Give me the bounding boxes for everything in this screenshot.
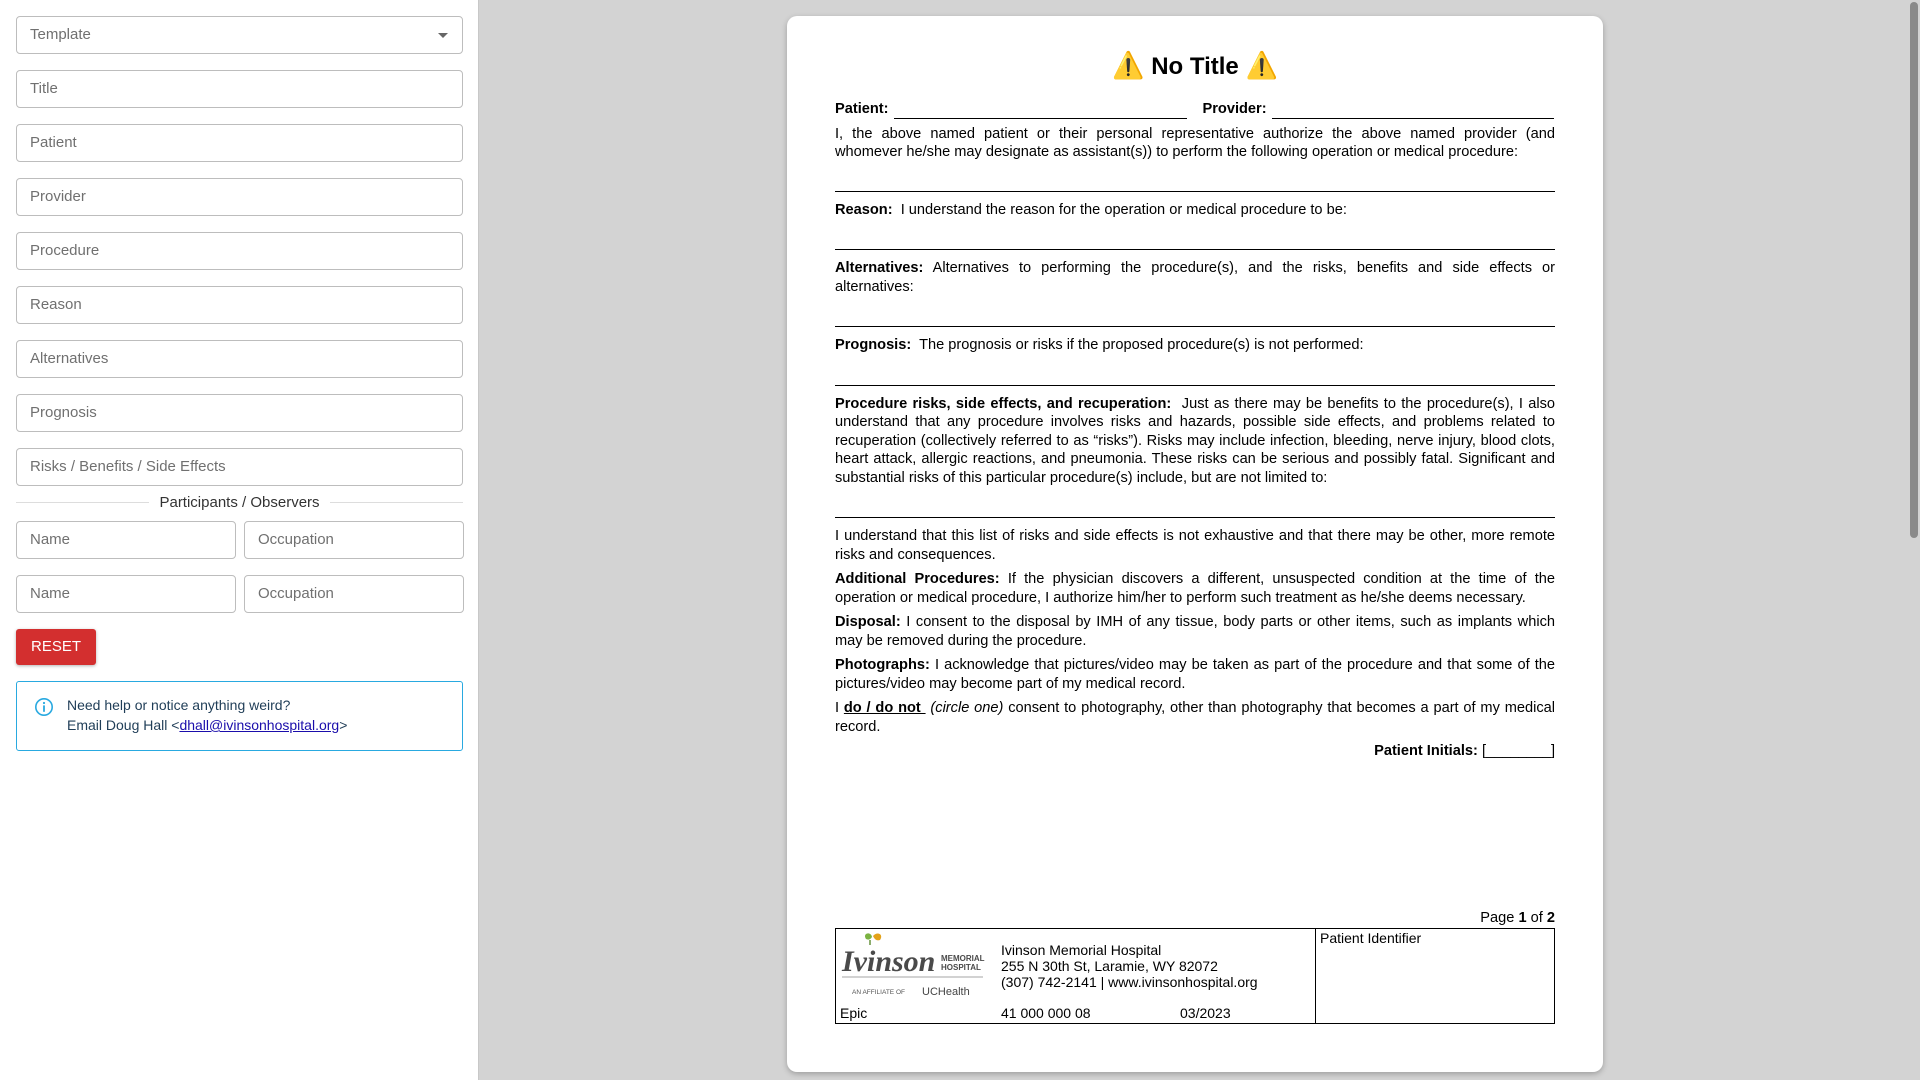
participants-heading — [0, 494, 479, 511]
patient-initials — [835, 742, 1555, 761]
prognosis-input[interactable] — [16, 394, 463, 432]
disposal-paragraph — [835, 613, 1555, 650]
title-input-placeholder: Title — [30, 80, 58, 97]
document-body — [835, 100, 1555, 761]
prognosis-text: The prognosis or risks if the proposed procedure(s) is not performed: — [919, 337, 1364, 353]
reason-input-placeholder: Reason — [30, 296, 82, 313]
hospital-logo — [840, 931, 985, 1001]
photos-text: I acknowledge that pictures/video may be taken as part of the procedure and that some of the pictures/video may become part of my medical record. — [835, 657, 1555, 692]
template-select-placeholder: Template — [30, 26, 91, 43]
hospital-name: Ivinson Memorial Hospital — [1001, 942, 1162, 958]
logo-affiliate: AN AFFILIATE OF — [852, 989, 905, 996]
prognosis-label: Prognosis: — [835, 337, 912, 353]
reason-paragraph — [835, 201, 1555, 220]
document-title — [787, 50, 1603, 81]
document-preview — [787, 16, 1603, 1072]
photo-consent-i: I — [835, 700, 840, 716]
help-contact — [67, 717, 347, 733]
additional-text: If the physician discovers a different, unsuspected condition at the time of the operation or medical procedure, I authorize him/her to perform such treatment as he/she deems necessary. — [835, 571, 1555, 606]
document-footer — [835, 928, 1555, 1024]
alternatives-label: Alternatives: — [835, 260, 924, 276]
risks-text: Just as there may be benefits to the procedure(s), I also understand that any procedure involves risks and hazards, possible side effects, and problems related to recuperation (collectively referred to as “risks”). Risks may include infection, bleeding, nerve injury, blood clots, heart attack, allergic reactions, and pneumonia. These risks can be serious and possibly fatal. Significant and substantial risks of this particular procedure(s) include, but are not limited to: — [835, 395, 1555, 486]
procedure-blank-line — [835, 191, 1555, 192]
risks-paragraph — [835, 395, 1555, 488]
prognosis-input-placeholder: Prognosis — [30, 404, 97, 421]
hospital-address: 255 N 30th St, Laramie, WY 82072 — [1001, 958, 1218, 974]
participant-name-input[interactable] — [16, 575, 236, 613]
patient-initials-label: Patient Initials: — [1374, 743, 1478, 759]
title-input[interactable] — [16, 70, 463, 108]
reset-button[interactable]: RESET — [16, 629, 96, 665]
photo-consent-choice: do / do not — [843, 700, 926, 716]
participant-occupation-placeholder: Occupation — [258, 531, 334, 548]
reason-blank-line — [835, 249, 1555, 250]
signature-row — [835, 100, 1555, 119]
patient-input-placeholder: Patient — [30, 134, 77, 151]
disposal-text: I consent to the disposal by IMH of any tissue, body parts or other items, such as implants which may be removed during the procedure. — [835, 614, 1555, 649]
participant-occupation-input[interactable] — [244, 575, 464, 613]
footer-system: Epic — [840, 1005, 868, 1021]
hospital-address-block — [1001, 942, 1258, 990]
risks-label: Procedure risks, side effects, and recuperation: — [835, 395, 1172, 412]
reason-text: I understand the reason for the operation or medical procedure to be: — [900, 201, 1347, 218]
photo-consent-paragraph — [835, 699, 1555, 736]
prognosis-paragraph — [835, 336, 1555, 355]
disposal-label: Disposal: — [835, 614, 901, 630]
page-number — [835, 910, 1555, 926]
hospital-contact: (307) 742-2141 | www.ivinsonhospital.org — [1001, 974, 1258, 990]
photos-label: Photographs: — [835, 657, 930, 673]
not-exhaustive-paragraph: I understand that this list of risks and side effects is not exhaustive and that there may be other, more remote risks and consequences. — [835, 528, 1555, 563]
procedure-input[interactable] — [16, 232, 463, 270]
page-total: 2 — [1546, 910, 1555, 926]
warning-icon: ⚠️ — [1245, 50, 1278, 80]
reason-label: Reason: — [835, 201, 893, 218]
risks-input[interactable] — [16, 448, 463, 486]
participants-heading-text: Participants / Observers — [149, 494, 329, 511]
participant-name-placeholder: Name — [30, 531, 71, 548]
alternatives-paragraph — [835, 259, 1555, 296]
help-text: Need help or notice anything weird? — [67, 697, 291, 713]
participant-name-input[interactable] — [16, 521, 236, 559]
chevron-down-icon[interactable] — [438, 33, 448, 38]
info-icon — [34, 697, 54, 717]
warning-icon: ⚠️ — [1112, 50, 1145, 80]
patient-input[interactable] — [16, 124, 463, 162]
footer-revision-date: 03/2023 — [1180, 1005, 1231, 1021]
provider-input-placeholder: Provider — [30, 188, 86, 205]
document-title-text: No Title — [1151, 53, 1239, 80]
page-prefix: Page — [1480, 910, 1515, 926]
page-of: of — [1530, 910, 1543, 926]
risks-input-placeholder: Risks / Benefits / Side Effects — [30, 458, 226, 475]
logo-hospital: HOSPITAL — [941, 963, 981, 972]
logo-memorial: MEMORIAL — [941, 954, 985, 963]
footer-divider — [1315, 929, 1316, 1023]
patient-initials-blank: [________] — [1481, 743, 1555, 759]
additional-paragraph — [835, 570, 1555, 607]
logo-leaves — [865, 933, 881, 945]
patient-identifier-label: Patient Identifier — [1320, 930, 1422, 946]
help-contact-prefix: Email Doug Hall < — [67, 717, 180, 733]
alternatives-input-placeholder: Alternatives — [30, 350, 109, 367]
logo-uchealth: UCHealth — [922, 986, 970, 998]
provider-label: Provider: — [1202, 101, 1267, 117]
participant-occupation-input[interactable] — [244, 521, 464, 559]
patient-label: Patient: — [835, 101, 889, 117]
photo-consent-text: consent to photography, other than photography that becomes a part of my medical record. — [835, 700, 1555, 735]
reason-input[interactable] — [16, 286, 463, 324]
footer-form-code: 41 000 000 08 — [1001, 1005, 1091, 1021]
help-email-link[interactable]: dhall@ivinsonhospital.org — [179, 717, 340, 733]
form-sidebar — [0, 0, 479, 1080]
logo-wordmark: Ivinson — [842, 945, 936, 978]
alternatives-text: Alternatives to performing the procedure(s), and the risks, benefits and side effects or alternatives: — [835, 260, 1556, 295]
additional-label: Additional Procedures: — [835, 571, 1000, 587]
provider-input[interactable] — [16, 178, 463, 216]
template-select[interactable] — [16, 16, 463, 54]
intro-paragraph: I, the above named patient or their personal representative authorize the above named provider (and whomever he/she may designate as assistant(s)) to perform the following operation or medical procedure: — [835, 125, 1555, 160]
page-current: 1 — [1518, 910, 1527, 926]
alternatives-input[interactable] — [16, 340, 463, 378]
patient-blank-line — [894, 105, 1187, 119]
risks-blank-line — [835, 517, 1555, 518]
procedure-input-placeholder: Procedure — [30, 242, 100, 259]
participant-occupation-placeholder: Occupation — [258, 585, 334, 602]
alternatives-blank-line — [835, 326, 1555, 327]
provider-blank-line — [1272, 105, 1554, 119]
photo-consent-circle: (circle one) — [930, 700, 1004, 716]
participant-name-placeholder: Name — [30, 585, 71, 602]
help-contact-suffix: > — [339, 717, 348, 733]
help-notice — [16, 681, 463, 751]
photos-paragraph — [835, 656, 1555, 693]
scrollbar-thumb[interactable] — [1910, 2, 1918, 538]
prognosis-blank-line — [835, 385, 1555, 386]
